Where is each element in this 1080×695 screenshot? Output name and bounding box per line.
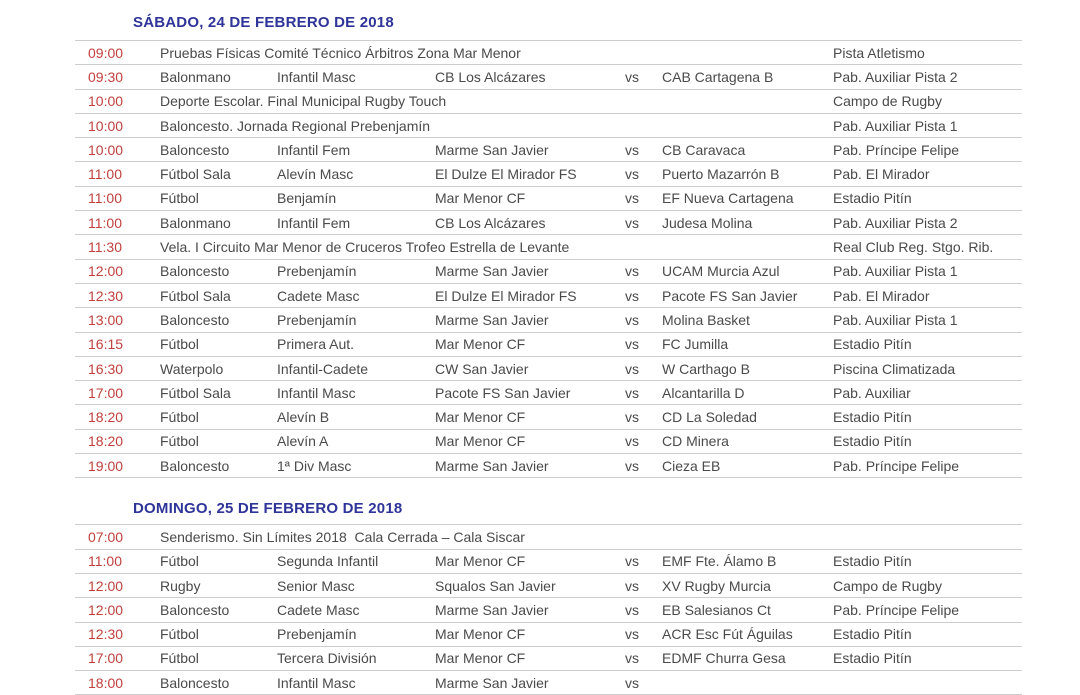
row-vs: vs — [625, 166, 639, 183]
row-category: Infantil Fem — [277, 214, 351, 231]
schedule-row — [75, 284, 1022, 308]
row-venue: Estadio Pitín — [833, 553, 912, 570]
row-vs: vs — [625, 287, 639, 304]
row-time: 16:15 — [88, 336, 124, 353]
row-time: 18:00 — [88, 674, 124, 691]
row-team2: UCAM Murcia Azul — [662, 263, 780, 280]
row-time: 11:30 — [88, 239, 122, 256]
row-category: 1ª Div Masc — [277, 457, 352, 474]
row-team1: Mar Menor CF — [435, 650, 526, 667]
row-sport: Fútbol Sala — [160, 166, 231, 183]
row-sport: Baloncesto — [160, 457, 230, 474]
row-venue: Piscina Climatizada — [833, 360, 956, 377]
row-venue: Estadio Pitín — [833, 409, 912, 426]
row-team1: Marme San Javier — [435, 674, 549, 691]
row-team2: XV Rugby Murcia — [662, 577, 771, 594]
row-time: 09:00 — [88, 44, 124, 61]
row-description: Pruebas Físicas Comité Técnico Árbitros Zona Mar Menor — [160, 44, 521, 61]
schedule-row — [75, 550, 1022, 574]
row-sport: Fútbol Sala — [160, 384, 231, 401]
row-time: 12:30 — [88, 287, 124, 304]
row-team2: EB Salesianos Ct — [662, 601, 771, 618]
row-vs: vs — [625, 577, 639, 594]
row-team1: Mar Menor CF — [435, 336, 526, 353]
row-vs: vs — [625, 141, 639, 158]
schedule-row — [75, 41, 1022, 65]
row-sport: Baloncesto — [160, 601, 230, 618]
row-sport: Fútbol — [160, 553, 199, 570]
row-vs: vs — [625, 336, 639, 353]
row-time: 16:30 — [88, 360, 124, 377]
schedule-row — [75, 671, 1022, 695]
day-rows — [75, 524, 1022, 695]
row-category: Infantil Masc — [277, 384, 356, 401]
row-sport: Fútbol — [160, 650, 199, 667]
schedule-row — [75, 357, 1022, 381]
row-vs: vs — [625, 674, 639, 691]
row-team1: Mar Menor CF — [435, 433, 526, 450]
row-sport: Rugby — [160, 577, 201, 594]
row-time: 19:00 — [88, 457, 124, 474]
row-time: 11:00 — [88, 553, 122, 570]
row-time: 17:00 — [88, 384, 124, 401]
row-category: Infantil Fem — [277, 141, 351, 158]
row-time: 18:20 — [88, 409, 124, 426]
row-sport: Balonmano — [160, 214, 231, 231]
row-vs: vs — [625, 553, 639, 570]
row-team1: CW San Javier — [435, 360, 529, 377]
row-sport: Fútbol Sala — [160, 287, 231, 304]
row-category: Prebenjamín — [277, 311, 357, 328]
row-category: Tercera División — [277, 650, 377, 667]
row-category: Alevín Masc — [277, 166, 354, 183]
row-team2: EMF Fte. Álamo B — [662, 553, 777, 570]
row-venue: Pab. Auxiliar Pista 1 — [833, 117, 958, 134]
day-title: DOMINGO, 25 DE FEBRERO DE 2018 — [133, 500, 403, 518]
row-team1: El Dulze El Mirador FS — [435, 287, 577, 304]
row-time: 10:00 — [88, 93, 124, 110]
row-venue: Pab. Auxiliar Pista 2 — [833, 214, 958, 231]
schedule-row — [75, 90, 1022, 114]
row-team2: FC Jumilla — [662, 336, 729, 353]
row-team1: CB Los Alcázares — [435, 68, 546, 85]
row-vs: vs — [625, 601, 639, 618]
row-time: 10:00 — [88, 141, 124, 158]
row-team1: Marme San Javier — [435, 311, 549, 328]
row-category: Prebenjamín — [277, 626, 357, 643]
schedule-content — [75, 14, 1022, 695]
row-category: Alevín A — [277, 433, 329, 450]
row-sport: Balonmano — [160, 68, 231, 85]
row-vs: vs — [625, 214, 639, 231]
row-time: 07:00 — [88, 528, 124, 545]
row-sport: Waterpolo — [160, 360, 224, 377]
schedule-document — [0, 14, 1080, 689]
row-venue: Campo de Rugby — [833, 577, 942, 594]
row-team2: Pacote FS San Javier — [662, 287, 798, 304]
row-team2: W Carthago B — [662, 360, 750, 377]
row-team2: Puerto Mazarrón B — [662, 166, 780, 183]
row-team1: CB Los Alcázares — [435, 214, 546, 231]
row-time: 13:00 — [88, 311, 124, 328]
row-venue: Campo de Rugby — [833, 93, 942, 110]
row-team2: EDMF Churra Gesa — [662, 650, 786, 667]
row-team1: Mar Menor CF — [435, 553, 526, 570]
row-venue: Pab. Príncipe Felipe — [833, 601, 960, 618]
row-team2: Alcantarilla D — [662, 384, 745, 401]
schedule-row — [75, 162, 1022, 186]
schedule-row — [75, 525, 1022, 549]
row-category: Alevín B — [277, 409, 330, 426]
row-sport: Baloncesto — [160, 674, 230, 691]
row-category: Senior Masc — [277, 577, 355, 594]
schedule-row — [75, 65, 1022, 89]
row-sport: Fútbol — [160, 626, 199, 643]
row-sport: Baloncesto — [160, 311, 230, 328]
row-vs: vs — [625, 626, 639, 643]
row-team1: El Dulze El Mirador FS — [435, 166, 577, 183]
row-team1: Marme San Javier — [435, 141, 549, 158]
schedule-row — [75, 138, 1022, 162]
row-team2: CB Caravaca — [662, 141, 746, 158]
row-description: Baloncesto. Jornada Regional Prebenjamín — [160, 117, 431, 134]
row-team1: Marme San Javier — [435, 263, 549, 280]
row-category: Primera Aut. — [277, 336, 355, 353]
row-venue: Estadio Pitín — [833, 190, 912, 207]
row-sport: Fútbol — [160, 433, 199, 450]
row-sport: Fútbol — [160, 409, 199, 426]
row-sport: Fútbol — [160, 190, 199, 207]
row-vs: vs — [625, 263, 639, 280]
row-team1: Mar Menor CF — [435, 626, 526, 643]
row-vs: vs — [625, 650, 639, 667]
schedule-row — [75, 430, 1022, 454]
schedule-row — [75, 454, 1022, 478]
row-vs: vs — [625, 409, 639, 426]
row-vs: vs — [625, 457, 639, 474]
schedule-row — [75, 333, 1022, 357]
row-team2: Cieza EB — [662, 457, 721, 474]
row-venue: Pab. Príncipe Felipe — [833, 141, 960, 158]
row-description: Deporte Escolar. Final Municipal Rugby Touch — [160, 93, 447, 110]
row-team2: CAB Cartagena B — [662, 68, 774, 85]
row-category: Segunda Infantil — [277, 553, 379, 570]
row-category: Infantil-Cadete — [277, 360, 369, 377]
row-team2: Molina Basket — [662, 311, 750, 328]
schedule-row — [75, 211, 1022, 235]
row-category: Cadete Masc — [277, 601, 360, 618]
row-time: 11:00 — [88, 190, 122, 207]
row-venue: Pab. El Mirador — [833, 287, 930, 304]
row-team1: Squalos San Javier — [435, 577, 556, 594]
row-sport: Baloncesto — [160, 263, 230, 280]
row-team1: Marme San Javier — [435, 601, 549, 618]
row-venue: Estadio Pitín — [833, 626, 912, 643]
row-vs: vs — [625, 433, 639, 450]
row-team2: ACR Esc Fút Águilas — [662, 626, 793, 643]
row-venue: Real Club Reg. Stgo. Rib. — [833, 239, 994, 256]
schedule-row — [75, 308, 1022, 332]
row-time: 18:20 — [88, 433, 124, 450]
row-team2: CD La Soledad — [662, 409, 757, 426]
day-rows — [75, 40, 1022, 478]
row-time: 09:30 — [88, 68, 124, 85]
day-title: SÁBADO, 24 DE FEBRERO DE 2018 — [133, 14, 394, 31]
row-vs: vs — [625, 190, 639, 207]
row-venue: Pab. Auxiliar Pista 1 — [833, 263, 958, 280]
row-venue: Estadio Pitín — [833, 336, 912, 353]
row-time: 12:30 — [88, 626, 124, 643]
row-venue: Pab. Príncipe Felipe — [833, 457, 960, 474]
row-description: Senderismo. Sin Límites 2018 Cala Cerrada – Cala Siscar — [160, 528, 525, 545]
row-venue: Pab. Auxiliar Pista 1 — [833, 311, 958, 328]
row-team2: Judesa Molina — [662, 214, 753, 231]
schedule-row — [75, 405, 1022, 429]
row-time: 12:00 — [88, 577, 124, 594]
row-description: Vela. I Circuito Mar Menor de Cruceros Trofeo Estrella de Levante — [160, 239, 570, 256]
day-section — [75, 500, 1022, 695]
row-time: 10:00 — [88, 117, 124, 134]
schedule-row — [75, 574, 1022, 598]
row-venue: Pista Atletismo — [833, 44, 925, 61]
row-team1: Mar Menor CF — [435, 409, 526, 426]
row-venue: Pab. Auxiliar Pista 2 — [833, 68, 958, 85]
row-team2: CD Minera — [662, 433, 729, 450]
row-time: 17:00 — [88, 650, 124, 667]
row-vs: vs — [625, 384, 639, 401]
day-section — [75, 14, 1022, 478]
row-venue: Estadio Pitín — [833, 433, 912, 450]
row-time: 11:00 — [88, 214, 122, 231]
schedule-row — [75, 235, 1022, 259]
schedule-row — [75, 381, 1022, 405]
row-venue: Pab. El Mirador — [833, 166, 930, 183]
row-team1: Marme San Javier — [435, 457, 549, 474]
row-category: Infantil Masc — [277, 68, 356, 85]
row-venue: Estadio Pitín — [833, 650, 912, 667]
row-sport: Fútbol — [160, 336, 199, 353]
schedule-row — [75, 598, 1022, 622]
schedule-row — [75, 114, 1022, 138]
row-vs: vs — [625, 311, 639, 328]
schedule-row — [75, 260, 1022, 284]
row-team2: EF Nueva Cartagena — [662, 190, 794, 207]
row-category: Cadete Masc — [277, 287, 360, 304]
schedule-row — [75, 647, 1022, 671]
schedule-row — [75, 623, 1022, 647]
row-time: 12:00 — [88, 263, 124, 280]
row-category: Infantil Masc — [277, 674, 356, 691]
row-sport: Baloncesto — [160, 141, 230, 158]
row-category: Benjamín — [277, 190, 337, 207]
row-category: Prebenjamín — [277, 263, 357, 280]
row-time: 12:00 — [88, 601, 124, 618]
schedule-row — [75, 187, 1022, 211]
row-venue: Pab. Auxiliar — [833, 384, 911, 401]
row-team1: Pacote FS San Javier — [435, 384, 571, 401]
row-vs: vs — [625, 360, 639, 377]
row-team1: Mar Menor CF — [435, 190, 526, 207]
row-vs: vs — [625, 68, 639, 85]
row-time: 11:00 — [88, 166, 122, 183]
